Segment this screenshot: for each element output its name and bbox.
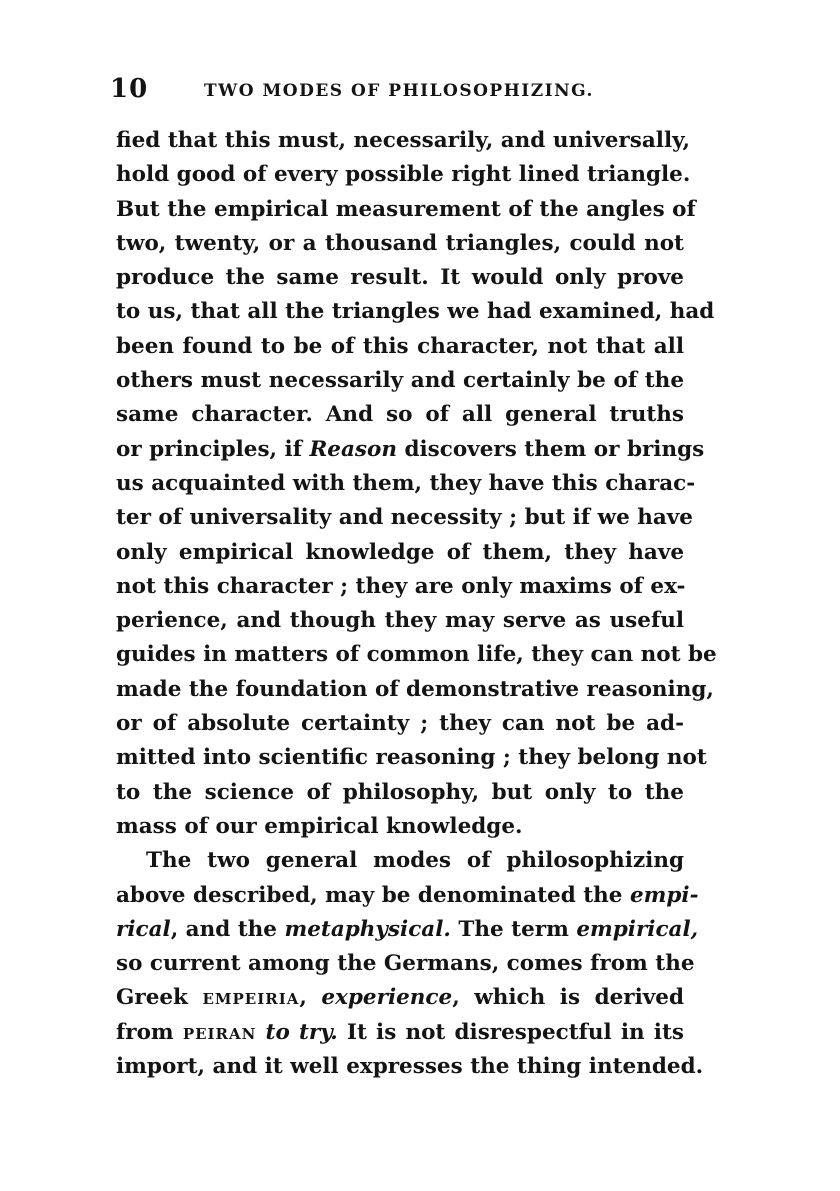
italic-term: empirical, <box>576 916 699 942</box>
italic-term: metaphysical. <box>284 916 451 942</box>
text-line: from PEIRAN to try. It is not disrespectful in its <box>116 1019 684 1045</box>
text-line: to the science of philosophy, but only to the <box>116 779 684 805</box>
text-line: import, and it well expresses the thing intended. <box>116 1054 704 1080</box>
text-line: hold good of every possible right lined triangle. <box>116 162 691 188</box>
text-line: mitted into scientific reasoning ; they belong not <box>116 745 707 771</box>
italic-term: rical <box>116 916 171 942</box>
text-line: only empirical knowledge of them, they have <box>116 539 684 565</box>
text-line: made the foundation of demonstrative reasoning, <box>116 676 714 702</box>
text-line: Greek EMPEIRIA, experience, which is derived <box>116 985 684 1011</box>
italic-term: to try. <box>265 1019 338 1045</box>
running-head <box>110 74 710 108</box>
body-text <box>116 124 717 1084</box>
text-line: others must necessarily and certainly be of the <box>116 368 684 394</box>
text-line: above described, may be denominated the empi- <box>116 882 699 908</box>
text-line: mass of our empirical knowledge. <box>116 813 523 839</box>
text-line: produce the same result. It would only prove <box>116 265 684 291</box>
text-line: two, twenty, or a thousand triangles, could not <box>116 230 684 256</box>
text-line: been found to be of this character, not that all <box>116 333 684 359</box>
greek-term: PEIRAN <box>182 1024 257 1043</box>
text-line: rical, and the metaphysical. The term empirical, <box>116 916 699 942</box>
text-line: same character. And so of all general truths <box>116 402 684 428</box>
text-line: so current among the Germans, comes from the <box>116 951 695 977</box>
text-line: But the empirical measurement of the angles of <box>116 196 696 222</box>
text-line: perience, and though they may serve as useful <box>116 608 684 634</box>
text-line: ter of universality and necessity ; but if we have <box>116 505 693 531</box>
text-line: to us, that all the triangles we had examined, had <box>116 299 715 325</box>
text-line: not this character ; they are only maxims of ex- <box>116 573 686 599</box>
text-line: fied that this must, necessarily, and universally, <box>116 128 691 153</box>
text-line: or principles, if Reason discovers them or brings <box>116 436 705 462</box>
italic-term: empi- <box>629 882 699 908</box>
greek-term: EMPEIRIA <box>202 990 300 1009</box>
running-title: TWO MODES OF PHILOSOPHIZING. <box>204 81 594 101</box>
italic-term: Reason <box>309 436 397 462</box>
page-number: 10 <box>110 74 149 104</box>
text-line: or of absolute certainty ; they can not be ad- <box>116 711 684 737</box>
text-line: guides in matters of common life, they can not be <box>116 642 717 668</box>
italic-term: experience <box>321 985 453 1011</box>
text-line: us acquainted with them, they have this charac- <box>116 470 696 496</box>
paragraph-start-line: The two general modes of philosophizing <box>146 848 684 874</box>
